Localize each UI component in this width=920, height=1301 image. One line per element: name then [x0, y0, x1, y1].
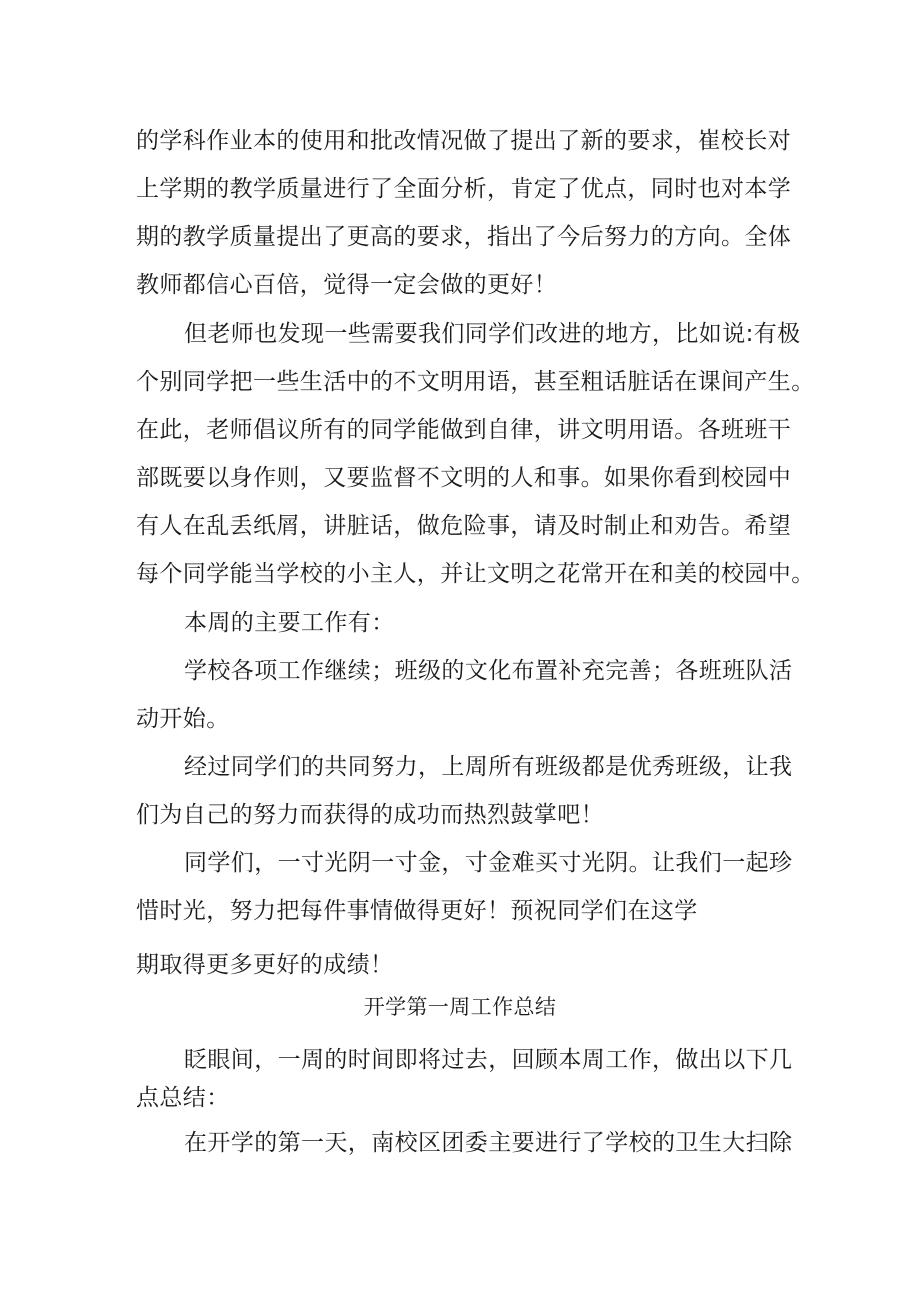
text-line: 但老师也发现一些需要我们同学们改进的地方，比如说:有极 [184, 321, 801, 347]
text-line: 有人在乱丢纸屑，讲脏话，做危险事，请及时制止和劝告。希望 [136, 513, 792, 539]
text-line: 部既要以身作则，又要监督不文明的人和事。如果你看到校园中 [136, 465, 792, 491]
text-line: 点总结： [136, 1085, 230, 1111]
text-line: 学校各项工作继续；班级的文化布置补充完善；各班班队活 [184, 658, 793, 684]
text-line: 上学期的教学质量进行了全面分析，肯定了优点，同时也对本学 [136, 176, 792, 202]
text-line: 期取得更多更好的成绩！ [136, 952, 394, 978]
text-line: 本周的主要工作有： [184, 610, 395, 636]
text-line: 的学科作业本的使用和批改情况做了提出了新的要求，崔校长对 [136, 128, 792, 154]
text-line: 动开始。 [136, 706, 230, 732]
text-line: 经过同学们的共同努力，上周所有班级都是优秀班级，让我 [184, 754, 793, 780]
text-line: 在此，老师倡议所有的同学能做到自律，讲文明用语。各班班干 [136, 417, 792, 443]
text-line: 每个同学能当学校的小主人，并让文明之花常开在和美的校园中。 [136, 561, 815, 587]
text-line: 眨眼间，一周的时间即将过去，回顾本周工作，做出以下几 [184, 1047, 793, 1073]
text-line: 期的教学质量提出了更高的要求，指出了今后努力的方向。全体 [136, 224, 792, 250]
text-line: 个别同学把一些生活中的不文明用语，甚至粗话脏话在课间产生。 [136, 369, 815, 395]
text-line: 惜时光，努力把每件事情做得更好！预祝同学们在这学 [136, 898, 698, 924]
text-line: 们为自己的努力而获得的成功而热烈鼓掌吧！ [136, 802, 604, 828]
text-line: 教师都信心百倍，觉得一定会做的更好！ [136, 272, 558, 298]
section-title: 开学第一周工作总结 [363, 995, 557, 1019]
text-line: 同学们，一寸光阴一寸金，寸金难买寸光阴。让我们一起珍 [184, 850, 793, 876]
text-line: 在开学的第一天，南校区团委主要进行了学校的卫生大扫除 [184, 1130, 793, 1156]
